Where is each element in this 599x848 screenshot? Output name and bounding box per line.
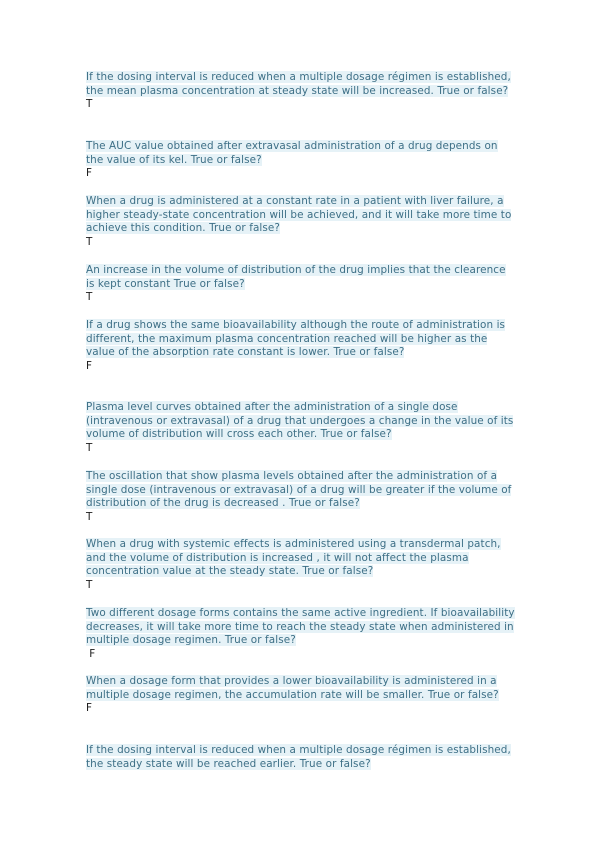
question-highlight: If a drug shows the same bioavailability although the route of administration is different, the maximum plasma concentration reached will be higher as the value of the absorption rate constant is lower. True or false?	[86, 319, 506, 359]
answer-text: F	[86, 167, 92, 180]
qa-item-5	[86, 319, 516, 372]
answer-text: T	[86, 442, 93, 455]
question-highlight: Plasma level curves obtained after the administration of a single dose (intravenous or extravasal) of a drug that undergoes a change in the value of its volume of distribution will cross each other. True or false?	[86, 401, 514, 441]
question-highlight: The AUC value obtained after extravasal administration of a drug depends on the value of its kel. True or false?	[86, 140, 498, 166]
qa-item-9	[86, 607, 516, 660]
question-text	[86, 264, 516, 291]
question-text	[86, 744, 516, 771]
qa-item-4	[86, 264, 516, 303]
answer-text: T	[86, 98, 93, 111]
question-text	[86, 71, 516, 98]
question-text	[86, 675, 516, 702]
question-highlight: When a drug with systemic effects is administered using a transdermal patch, and the volume of distribution is increased , it will not affect the plasma concentration value at the steady state. True or false?	[86, 538, 501, 578]
qa-item-10	[86, 675, 516, 714]
question-text	[86, 401, 516, 442]
question-text	[86, 319, 516, 360]
question-highlight: When a dosage form that provides a lower bioavailability is administered in a multiple dosage regimen, the accumulation rate will be smaller. True or false?	[86, 675, 499, 701]
answer-text: F	[86, 648, 96, 661]
answer-text: T	[86, 511, 93, 524]
question-text	[86, 140, 516, 167]
question-text	[86, 470, 516, 511]
answer-text: T	[86, 579, 93, 592]
qa-item-11	[86, 744, 516, 771]
question-highlight: The oscillation that show plasma levels obtained after the administration of a single dose (intravenous or extravasal) of a drug will be greater if the volume of distribution of the drug is decreased . True or false?	[86, 470, 512, 510]
question-highlight: If the dosing interval is reduced when a multiple dosage régimen is established, the mean plasma concentration at steady state will be increased. True or false?	[86, 71, 511, 97]
answer-text: T	[86, 236, 93, 249]
answer-text: F	[86, 702, 92, 715]
qa-item-3	[86, 195, 516, 248]
question-highlight: If the dosing interval is reduced when a multiple dosage régimen is established, the steady state will be reached earlier. True or false?	[86, 744, 511, 770]
qa-item-6	[86, 401, 516, 454]
question-text	[86, 195, 516, 236]
qa-item-2	[86, 140, 516, 179]
question-highlight: When a drug is administered at a constant rate in a patient with liver failure, a higher steady-state concentration will be achieved, and it will take more time to achieve this condition. True or false?	[86, 195, 512, 235]
question-text	[86, 538, 516, 579]
qa-item-8	[86, 538, 516, 591]
question-highlight: An increase in the volume of distribution of the drug implies that the clearence is kept constant True or false?	[86, 264, 506, 290]
question-text	[86, 607, 516, 648]
answer-text: T	[86, 291, 93, 304]
qa-item-1	[86, 71, 516, 110]
question-highlight: Two different dosage forms contains the same active ingredient. If bioavailability decreases, it will take more time to reach the steady state when administered in multiple dosage regimen. True or false?	[86, 607, 515, 647]
answer-text: F	[86, 360, 92, 373]
qa-item-7	[86, 470, 516, 523]
